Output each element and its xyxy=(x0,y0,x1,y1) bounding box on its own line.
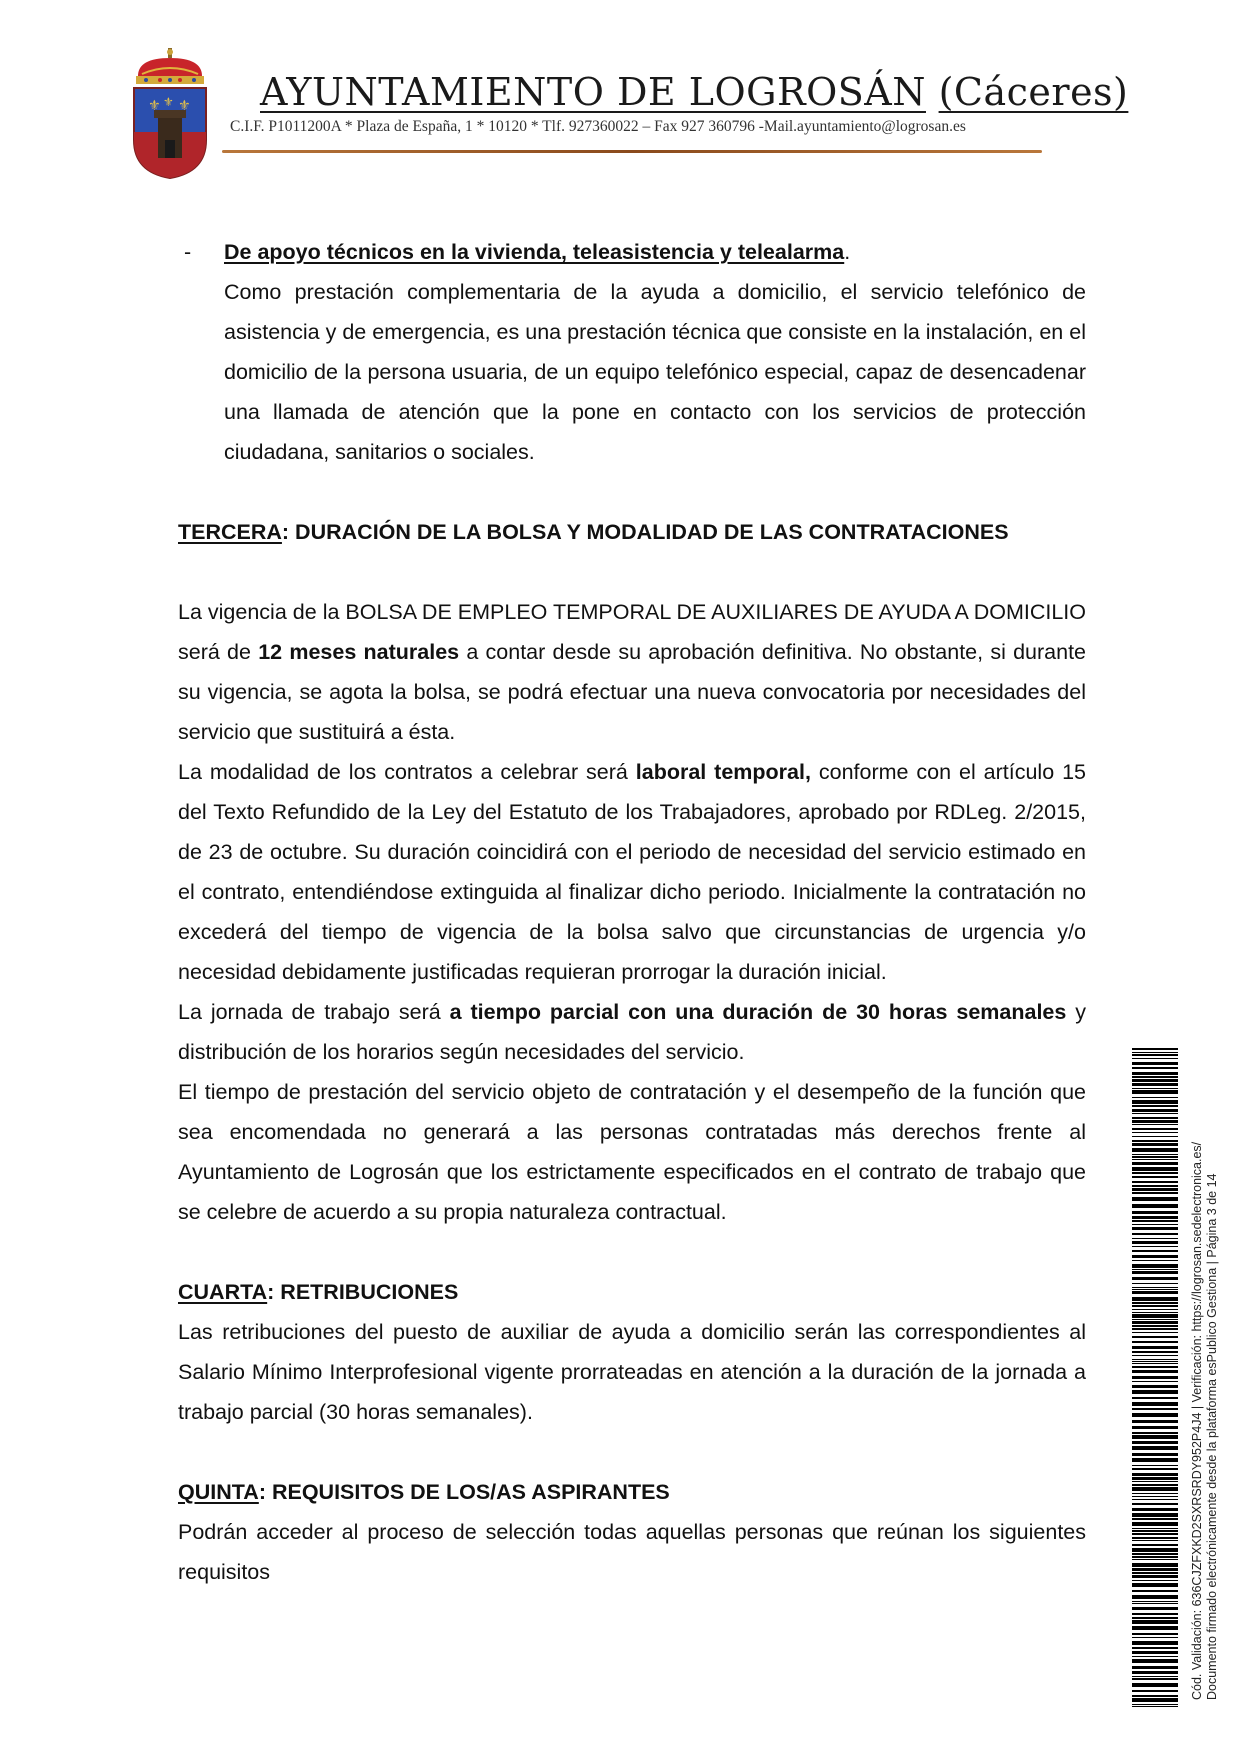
svg-text:⚜: ⚜ xyxy=(178,98,191,114)
section-heading-quinta: QUINTA: REQUISITOS DE LOS/AS ASPIRANTES xyxy=(178,1480,670,1504)
municipal-coat-of-arms-icon xyxy=(128,48,212,180)
validation-line-2: Documento firmado electrónicamente desde la plataforma esPublico Gestiona | Página 3 de 14 xyxy=(1205,1173,1219,1700)
tercera-paragraph-1: La vigencia de la BOLSA DE EMPLEO TEMPORAL DE AUXILIARES DE AYUDA A DOMICILIO será de 12 meses naturales a contar desde su aprobación definitiva. No obstante, si durante su vigencia, se agota la bolsa, se podrá efectuar una nueva convocatoria por necesidades del servicio que sustituirá a ésta. xyxy=(178,600,1087,744)
bullet-title: De apoyo técnicos en la vivienda, teleasistencia y telealarma. xyxy=(224,240,851,264)
tercera-paragraph-2: La modalidad de los contratos a celebrar será laboral temporal, conforme con el artículo 15 del Texto Refundido de la Ley del Estatuto de los Trabajadores, aprobado por RDLeg. 2/2015, de 23 de octubre. Su duración coincidirá con el periodo de necesidad del servicio estimado en el contrato, entendiéndose extinguida al finalizar dicho periodo. Inicialmente la contratación no excederá del tiempo de vigencia de la bolsa salvo que circunstancias de urgencia y/o necesidad debidamente justificadas requieran prorrogar la duración inicial. xyxy=(178,760,1086,984)
header-divider xyxy=(222,150,1042,153)
quinta-paragraph-1: Podrán acceder al proceso de selección todas aquellas personas que reúnan los siguientes requisitos xyxy=(178,1520,1086,1584)
svg-text:⚜: ⚜ xyxy=(148,98,161,114)
svg-text:⚜: ⚜ xyxy=(163,95,174,109)
organization-contact-line: C.I.F. P1011200A * Plaza de España, 1 * 10120 * Tlf. 927360022 – Fax 927 360796 -Mail.ayuntamiento@logrosan.es xyxy=(230,118,966,135)
validation-line-1: Cód. Validación: 636CJZFXKD2SXRSRDY952P4J4 | Verificación: https://logrosan.sedelectronica.es/ xyxy=(1190,1141,1204,1700)
bullet-dash: - xyxy=(184,240,192,264)
organization-title xyxy=(260,70,1128,114)
tercera-paragraph-3: La jornada de trabajo será a tiempo parcial con una duración de 30 horas semanales y distribución de los horarios según necesidades del servicio. xyxy=(178,1000,1087,1064)
tercera-paragraph-4: El tiempo de prestación del servicio objeto de contratación y el desempeño de la función que sea encomendada no generará a las personas contratadas más derechos frente al Ayuntamiento de Logrosán que los estrictamente especificados en el contrato de trabajo que se celebre de acuerdo a su propia naturaleza contractual. xyxy=(178,1080,1086,1224)
section-heading-tercera: TERCERA: DURACIÓN DE LA BOLSA Y MODALIDAD DE LAS CONTRATACIONES xyxy=(178,520,1009,544)
spacer xyxy=(178,552,1086,592)
organization-region: (Cáceres) xyxy=(938,70,1129,114)
section-heading-cuarta: CUARTA: RETRIBUCIONES xyxy=(178,1280,459,1304)
validation-side-text xyxy=(1190,1142,1220,1700)
bullet-item xyxy=(178,232,1086,472)
cuarta-paragraph-1: Las retribuciones del puesto de auxiliar de ayuda a domicilio serán las correspondientes al Salario Mínimo Interprofesional vigente prorrateadas en atención a la duración de la jornada a trabajo parcial (30 horas semanales). xyxy=(178,1320,1086,1424)
document-body xyxy=(178,232,1086,1592)
organization-name: AYUNTAMIENTO DE LOGROSÁN xyxy=(260,70,926,114)
bullet-text: Como prestación complementaria de la ayuda a domicilio, el servicio telefónico de asistencia y de emergencia, es una prestación técnica que consiste en la instalación, en el domicilio de la persona usuaria, de un equipo telefónico especial, capaz de desencadenar una llamada de atención que la pone en contacto con los servicios de protección ciudadana, sanitarios o sociales. xyxy=(224,280,1086,464)
validation-barcode-icon xyxy=(1132,1048,1178,1708)
